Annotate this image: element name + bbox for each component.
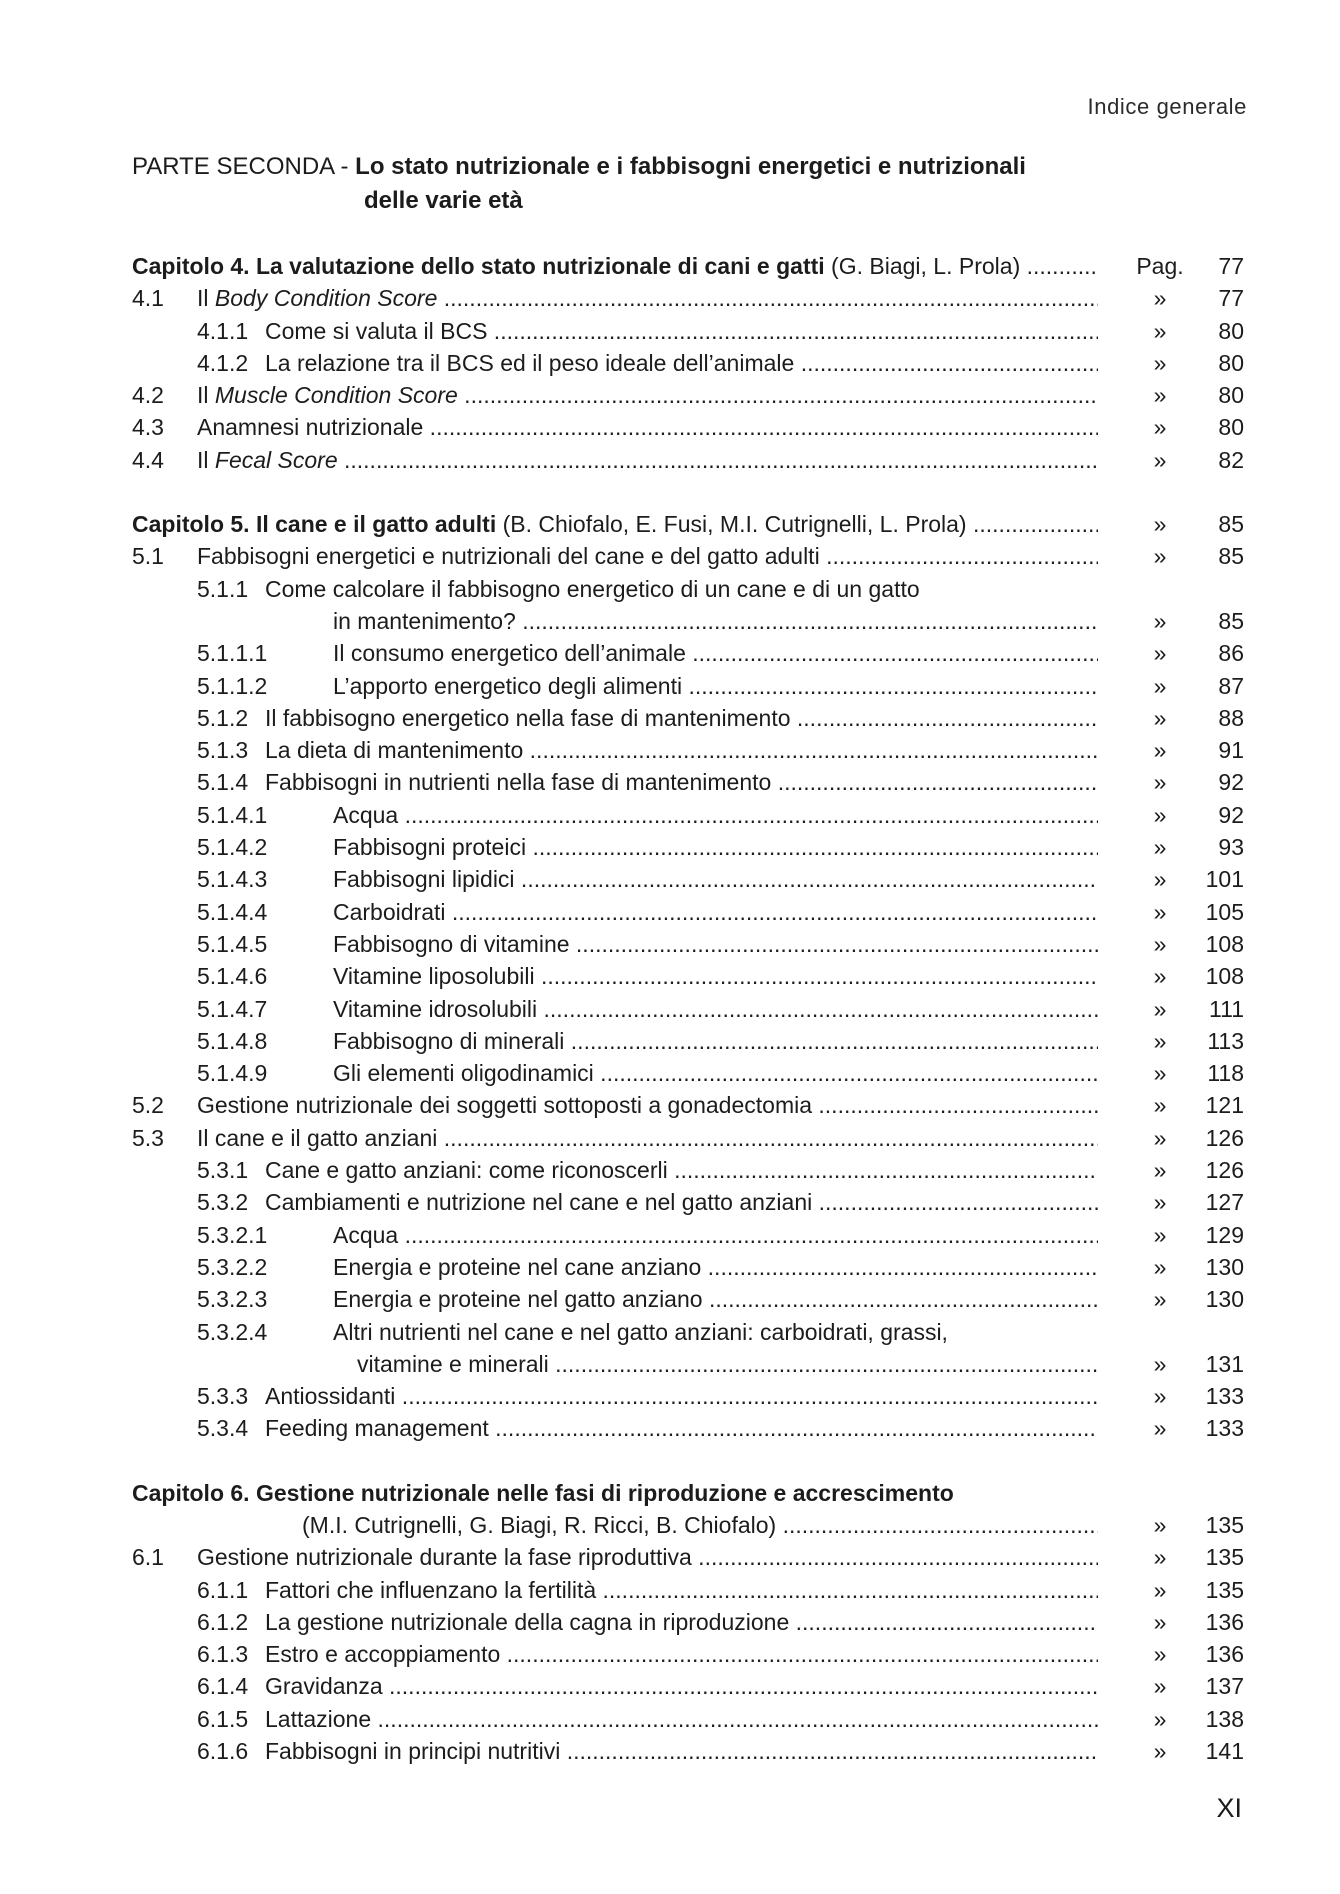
toc-entry-title-title: Fabbisogni lipidici: [333, 866, 515, 893]
toc-entry-title-title: Fabbisogni in nutrienti nella fase di mantenimento: [265, 769, 772, 796]
toc-entry[interactable]: [132, 1735, 1242, 1767]
toc-entry-number: 5.3.2.4: [197, 1318, 268, 1345]
toc-entry-prefix: »: [1153, 1027, 1167, 1054]
toc-entry-number: 5.1.1.2: [197, 672, 268, 699]
toc-entry-title-title: Acqua: [333, 1221, 399, 1248]
toc-entry-page: 88: [1218, 704, 1244, 731]
toc-entry-title: [132, 1477, 1098, 1509]
toc-entry-prefix: »: [1153, 672, 1167, 699]
toc-entry-page: 80: [1218, 349, 1244, 376]
part-title-text: Lo stato nutrizionale e i fabbisogni energetici e nutrizionali: [355, 153, 1026, 180]
toc-entry-prefix: »: [1153, 769, 1167, 796]
toc-entry[interactable]: [132, 540, 1242, 572]
toc-entry-prefix: »: [1153, 834, 1167, 861]
toc-entry-title-italic: Fecal Score: [214, 446, 338, 473]
toc-entry-title: [357, 1348, 1098, 1380]
toc-entry-prefix: »: [1153, 898, 1167, 925]
toc-entry-title-title: Vitamine idrosolubili: [333, 995, 538, 1022]
toc-entry-page: 136: [1205, 1608, 1244, 1635]
toc-entry-prefix: Pag.: [1136, 253, 1184, 279]
toc-entry-prefix: »: [1153, 382, 1167, 409]
toc-entry-prefix: »: [1153, 607, 1167, 634]
toc-entry-page: 85: [1218, 511, 1244, 538]
toc-entry-title: [197, 282, 1098, 314]
toc-entry-title: [265, 573, 1098, 605]
toc-entry-number: 5.1.4: [197, 769, 249, 796]
toc-entry[interactable]: [132, 670, 1242, 702]
toc-entry[interactable]: [132, 347, 1242, 379]
toc-entry-prefix: »: [1153, 414, 1167, 441]
toc-entry-title-title: Gestione nutrizionale durante la fase riproduttiva: [197, 1544, 692, 1571]
toc-entry[interactable]: [132, 1089, 1242, 1121]
page-folio: XI: [1216, 1793, 1242, 1823]
toc-entry-title: [333, 670, 1098, 702]
toc-entry-number: 4.1.1: [197, 317, 249, 344]
toc-entry-title: [265, 1412, 1098, 1444]
toc-entry-number: 4.2: [132, 382, 164, 409]
toc-entry[interactable]: [132, 444, 1242, 476]
toc-entry-title-title: Cane e gatto anziani: come riconoscerli: [265, 1157, 668, 1184]
toc-entry-number: 4.1: [132, 285, 164, 312]
toc-entry-title: [333, 993, 1098, 1025]
toc-entry-page: 77: [1218, 285, 1244, 312]
toc-entry-title: [333, 1025, 1098, 1057]
toc-entry-page: 135: [1205, 1576, 1244, 1603]
toc-entry[interactable]: [132, 1057, 1242, 1089]
toc-entry[interactable]: [132, 1670, 1242, 1702]
toc-entry-number: 4.1.2: [197, 349, 249, 376]
toc-entry-number: 6.1.1: [197, 1576, 249, 1603]
toc-entry-page: 131: [1205, 1350, 1244, 1377]
toc-entry-number: 5.3.3: [197, 1383, 249, 1410]
toc-entry-page: 77: [1218, 253, 1244, 279]
part-title-line1: [132, 150, 1132, 184]
toc-entry-title: [197, 411, 1098, 443]
toc-entry-number: 4.3: [132, 414, 164, 441]
toc-entry-title-title: (M.I. Cutrignelli, G. Biagi, R. Ricci, B. Chiofalo): [302, 1511, 777, 1538]
toc-entry[interactable]: [132, 1025, 1242, 1057]
toc-entry-title: [265, 1606, 1098, 1638]
toc-entry-title-title: Fabbisogno di vitamine: [333, 930, 570, 957]
part-label: PARTE SECONDA -: [132, 153, 356, 180]
toc-entry-title-title: Altri nutrienti nel cane e nel gatto anziani: carboidrati, grassi,: [333, 1318, 948, 1345]
toc-entry-number: 5.1.2: [197, 704, 249, 731]
toc-entry[interactable]: [132, 799, 1242, 831]
toc-entry-prefix: »: [1153, 640, 1167, 667]
toc-entry-title-title: Gestione nutrizionale dei soggetti sottoposti a gonadectomia: [197, 1092, 813, 1119]
toc-entry-prefix: »: [1153, 801, 1167, 828]
toc-entry-title-title: Gravidanza: [265, 1673, 383, 1700]
toc-entry-page: 111: [1209, 995, 1244, 1022]
toc-entry-title-title: Energia e proteine nel cane anziano: [333, 1253, 702, 1280]
toc-entry[interactable]: [132, 282, 1242, 314]
toc-entry[interactable]: [132, 1509, 1242, 1541]
toc-entry[interactable]: [132, 1412, 1242, 1444]
toc-entry-page: 129: [1205, 1221, 1244, 1248]
toc-entry-title-title: (B. Chiofalo, E. Fusi, M.I. Cutrignelli, L. Prola): [496, 511, 967, 538]
toc-entry-title: [333, 960, 1098, 992]
toc-entry-title-title: Il consumo energetico dell’animale: [333, 640, 686, 667]
toc-entry-title-pre: Il: [197, 285, 215, 312]
toc-entry[interactable]: [132, 1703, 1242, 1735]
toc-entry-number: 6.1: [132, 1544, 164, 1571]
toc-entry-page: 80: [1218, 317, 1244, 344]
toc-entry-title-title: Lattazione: [265, 1705, 372, 1732]
toc-entry-title: [132, 508, 1098, 540]
toc-entry-page: 101: [1205, 866, 1244, 893]
toc-entry-prefix: »: [1153, 1544, 1167, 1571]
toc-entry-page: 138: [1205, 1705, 1244, 1732]
toc-entry-page: 113: [1207, 1027, 1244, 1054]
toc-entry[interactable]: [132, 508, 1242, 540]
toc-entry-title: [265, 1638, 1098, 1670]
toc-entry-page: 87: [1218, 672, 1244, 699]
toc-entry-page: 135: [1205, 1511, 1244, 1538]
toc-entry-title: [265, 1735, 1098, 1767]
toc-entry-title: [265, 1380, 1098, 1412]
toc-entry-title-title: Energia e proteine nel gatto anziano: [333, 1286, 703, 1313]
toc-entry[interactable]: [132, 573, 1242, 605]
toc-entry-title-title: La relazione tra il BCS ed il peso ideale dell’animale: [265, 349, 795, 376]
toc-entry-title: [265, 1574, 1098, 1606]
toc-entry[interactable]: [132, 1283, 1242, 1315]
toc-entry-page: 126: [1205, 1124, 1244, 1151]
toc-entry-number: 5.3.4: [197, 1415, 249, 1442]
toc-entry-title: [333, 799, 1098, 831]
toc-entry-page: 93: [1218, 834, 1244, 861]
toc-entry-prefix: »: [1153, 963, 1167, 990]
toc-entry-page: 136: [1205, 1641, 1244, 1668]
toc-entry-title: [265, 766, 1098, 798]
toc-entry-number: 5.3.1: [197, 1157, 249, 1184]
toc-entry-number: 5.1.4.9: [197, 1060, 268, 1087]
toc-entry-title: [197, 444, 1098, 476]
toc-entry-title-bold: Capitolo 4. La valutazione dello stato nutrizionale di cani e gatti: [132, 253, 825, 279]
toc-entry[interactable]: [132, 960, 1242, 992]
toc-entry-number: 6.1.2: [197, 1608, 249, 1635]
toc-entry-title: [333, 831, 1098, 863]
toc-entry-title: [333, 863, 1098, 895]
toc-entry-title: [265, 1186, 1098, 1218]
toc-entry[interactable]: [132, 1477, 1242, 1509]
toc-entry-title-title: Fabbisogno di minerali: [333, 1027, 565, 1054]
toc-entry-prefix: »: [1153, 1705, 1167, 1732]
toc-entry-title-pre: Il: [197, 382, 215, 409]
toc-entry-title: [197, 1541, 1098, 1573]
toc-entry-title: [132, 250, 1098, 282]
toc-entry-prefix: »: [1153, 1060, 1167, 1087]
toc-entry-page: 92: [1218, 801, 1244, 828]
toc-entry-page: 130: [1205, 1253, 1244, 1280]
toc-entry-title-title: Come si valuta il BCS: [265, 317, 488, 344]
toc-entry-title: [197, 1089, 1098, 1121]
toc-entry-page: 108: [1205, 963, 1244, 990]
toc-entry-title-title: Feeding management: [265, 1415, 489, 1442]
toc-entry-prefix: »: [1153, 1286, 1167, 1313]
toc-entry-prefix: »: [1153, 285, 1167, 312]
toc-entry-title-title: Antiossidanti: [265, 1383, 396, 1410]
toc-entry[interactable]: [132, 863, 1242, 895]
toc-entry-page: 133: [1205, 1383, 1244, 1410]
toc-entry-title-title: Come calcolare il fabbisogno energetico di un cane e di un gatto: [265, 575, 920, 602]
toc-entry-page: 82: [1218, 446, 1244, 473]
toc-entry-page: 91: [1218, 737, 1244, 764]
toc-entry-title-title: Gli elementi oligodinamici: [333, 1060, 594, 1087]
toc-entry-title-title: Fabbisogni energetici e nutrizionali del cane e del gatto adulti: [197, 543, 820, 570]
toc-entry-title: [333, 1251, 1098, 1283]
toc-entry-title: [333, 896, 1098, 928]
toc-entry-page: 137: [1205, 1673, 1244, 1700]
toc-entry-prefix: »: [1153, 349, 1167, 376]
toc-entry-number: 5.1.4.5: [197, 930, 268, 957]
toc-entry-number: 5.1.4.2: [197, 834, 268, 861]
toc-entry[interactable]: [132, 637, 1242, 669]
toc-entry-number: 5.1.4.3: [197, 866, 268, 893]
toc-entry-title-bold: Capitolo 6. Gestione nutrizionale nelle fasi di riproduzione e accrescimento: [132, 1479, 954, 1506]
toc-entry-prefix: »: [1153, 1641, 1167, 1668]
toc-entry-title: [333, 1316, 1098, 1348]
toc-entry-page: 85: [1218, 543, 1244, 570]
toc-entry[interactable]: [132, 1638, 1242, 1670]
toc-entry-title: [265, 734, 1098, 766]
toc-entry-page: 135: [1205, 1544, 1244, 1571]
toc-entry-title: [265, 702, 1098, 734]
toc-entry-page: 126: [1205, 1157, 1244, 1184]
toc-entry-page: 85: [1218, 607, 1244, 634]
toc-entry-number: 4.4: [132, 446, 164, 473]
toc-entry-title-title: in mantenimento?: [333, 607, 516, 634]
toc-entry[interactable]: [132, 1122, 1242, 1154]
toc-entry-title: [265, 1703, 1098, 1735]
toc-entry-prefix: »: [1153, 1738, 1167, 1765]
table-of-contents: [132, 250, 1242, 1767]
toc-entry[interactable]: [132, 315, 1242, 347]
toc-entry-page: 108: [1205, 930, 1244, 957]
toc-entry-title: [302, 1509, 1098, 1541]
toc-entry-number: 5.3.2.3: [197, 1286, 268, 1313]
running-head: Indice generale: [1087, 94, 1247, 119]
toc-entry-title-bold: Capitolo 5. Il cane e il gatto adulti: [132, 511, 497, 538]
toc-entry-number: 5.1.4.7: [197, 995, 268, 1022]
toc-entry-prefix: »: [1153, 1092, 1167, 1119]
toc-entry-page: 121: [1205, 1092, 1244, 1119]
toc-entry[interactable]: [132, 1348, 1242, 1380]
toc-entry-number: 5.1.4.6: [197, 963, 268, 990]
toc-entry-prefix: »: [1153, 930, 1167, 957]
toc-entry-page: 127: [1205, 1189, 1244, 1216]
toc-entry-number: 6.1.4: [197, 1673, 249, 1700]
toc-entry-number: 5.3.2.2: [197, 1253, 268, 1280]
toc-entry-title-title: Fabbisogni proteici: [333, 834, 527, 861]
toc-entry-page: 130: [1205, 1286, 1244, 1313]
toc-entry-prefix: »: [1153, 1189, 1167, 1216]
toc-entry-title: [333, 1219, 1098, 1251]
toc-entry-prefix: »: [1153, 1608, 1167, 1635]
toc-entry-number: 5.1.1.1: [197, 640, 268, 667]
toc-entry[interactable]: [132, 1574, 1242, 1606]
toc-entry-number: 6.1.3: [197, 1641, 249, 1668]
part-title-line2: delle varie età: [364, 187, 523, 214]
toc-entry-prefix: »: [1153, 1157, 1167, 1184]
toc-entry[interactable]: [132, 1606, 1242, 1638]
toc-entry-title-italic: Muscle Condition Score: [214, 382, 458, 409]
toc-entry[interactable]: [132, 1186, 1242, 1218]
toc-entry-number: 5.3: [132, 1124, 164, 1151]
toc-entry-title-title: Acqua: [333, 801, 399, 828]
toc-entry-page: 80: [1218, 382, 1244, 409]
toc-entry[interactable]: [132, 250, 1242, 282]
toc-entry-title-title: Cambiamenti e nutrizione nel cane e nel gatto anziani: [265, 1189, 813, 1216]
toc-entry[interactable]: [132, 605, 1242, 637]
toc-entry[interactable]: [132, 411, 1242, 443]
toc-entry-title-title: La gestione nutrizionale della cagna in riproduzione: [265, 1608, 790, 1635]
toc-entry-page: 141: [1205, 1738, 1244, 1765]
toc-entry-title-title: Carboidrati: [333, 898, 446, 925]
toc-entry-prefix: »: [1153, 543, 1167, 570]
part-title: [132, 150, 1132, 218]
toc-entry-number: 5.1.1: [197, 575, 249, 602]
toc-entry[interactable]: [132, 1541, 1242, 1573]
toc-entry-title-italic: Body Condition Score: [214, 285, 438, 312]
toc-entry-prefix: »: [1153, 866, 1167, 893]
toc-entry-title-title: Vitamine liposolubili: [333, 963, 535, 990]
toc-entry-title-title: Il cane e il gatto anziani: [197, 1124, 438, 1151]
toc-entry-title: [265, 347, 1098, 379]
toc-entry-prefix: »: [1153, 511, 1167, 538]
toc-entry[interactable]: [132, 702, 1242, 734]
toc-entry-page: 92: [1218, 769, 1244, 796]
toc-entry-title: [197, 540, 1098, 572]
toc-entry-prefix: »: [1153, 317, 1167, 344]
toc-entry-prefix: »: [1153, 446, 1167, 473]
toc-entry-title: [265, 1154, 1098, 1186]
toc-entry-prefix: »: [1153, 737, 1167, 764]
toc-entry-page: 118: [1207, 1060, 1244, 1087]
toc-entry-page: 105: [1205, 898, 1244, 925]
toc-entry-number: 5.1: [132, 543, 164, 570]
toc-entry[interactable]: [132, 766, 1242, 798]
toc-entry-title: [197, 1122, 1098, 1154]
toc-entry-number: 5.3.2: [197, 1189, 249, 1216]
toc-entry-title-title: Anamnesi nutrizionale: [197, 414, 424, 441]
toc-entry-title-title: La dieta di mantenimento: [265, 737, 524, 764]
toc-entry-number: 5.2: [132, 1092, 164, 1119]
toc-entry-title-title: Il fabbisogno energetico nella fase di mantenimento: [265, 704, 791, 731]
toc-entry-prefix: »: [1153, 704, 1167, 731]
toc-entry[interactable]: [132, 1154, 1242, 1186]
toc-entry-prefix: »: [1153, 1673, 1167, 1700]
toc-entry-prefix: »: [1153, 1511, 1167, 1538]
toc-entry-number: 5.1.3: [197, 737, 249, 764]
toc-entry-page: 133: [1205, 1415, 1244, 1442]
toc-entry-title: [333, 1283, 1098, 1315]
toc-entry[interactable]: [132, 993, 1242, 1025]
toc-entry-title-title: Estro e accoppiamento: [265, 1641, 501, 1668]
toc-entry-title: [333, 637, 1098, 669]
toc-entry-page: 80: [1218, 414, 1244, 441]
toc-entry-title-title: Fattori che influenzano la fertilità: [265, 1576, 597, 1603]
toc-entry-title-pre: Il: [197, 446, 215, 473]
toc-entry-prefix: »: [1153, 1124, 1167, 1151]
toc-entry-prefix: »: [1153, 1383, 1167, 1410]
toc-entry-page: 86: [1218, 640, 1244, 667]
toc-entry-prefix: »: [1153, 1576, 1167, 1603]
toc-entry[interactable]: [132, 734, 1242, 766]
toc-entry-prefix: »: [1153, 1350, 1167, 1377]
toc-entry[interactable]: [132, 831, 1242, 863]
toc-entry-title: [333, 605, 1098, 637]
toc-entry-prefix: »: [1153, 1415, 1167, 1442]
toc-entry-number: 5.1.4.8: [197, 1027, 268, 1054]
toc-entry[interactable]: [132, 1219, 1242, 1251]
toc-entry-prefix: »: [1153, 1221, 1167, 1248]
toc-entry[interactable]: [132, 379, 1242, 411]
toc-entry-number: 5.1.4.1: [197, 801, 268, 828]
toc-entry-title-title: L’apporto energetico degli alimenti: [333, 672, 683, 699]
toc-entry-title: [265, 1670, 1098, 1702]
toc-entry[interactable]: [132, 1316, 1242, 1348]
toc-entry-title-title: vitamine e minerali: [357, 1350, 549, 1377]
toc-entry-title-title: (G. Biagi, L. Prola): [824, 253, 1021, 279]
toc-entry[interactable]: [132, 1380, 1242, 1412]
toc-entry-prefix: »: [1153, 995, 1167, 1022]
toc-entry-prefix: »: [1153, 1253, 1167, 1280]
toc-entry-title: [333, 928, 1098, 960]
toc-entry-title: [333, 1057, 1098, 1089]
toc-entry-title-title: Fabbisogni in principi nutritivi: [265, 1738, 561, 1765]
toc-entry[interactable]: [132, 896, 1242, 928]
toc-entry[interactable]: [132, 928, 1242, 960]
toc-entry-number: 5.1.4.4: [197, 898, 268, 925]
toc-entry-number: 5.3.2.1: [197, 1221, 268, 1248]
toc-entry-number: 6.1.6: [197, 1738, 249, 1765]
toc-entry-number: 6.1.5: [197, 1705, 249, 1732]
toc-entry[interactable]: [132, 1251, 1242, 1283]
toc-entry-title: [265, 315, 1098, 347]
toc-entry-title: [197, 379, 1098, 411]
